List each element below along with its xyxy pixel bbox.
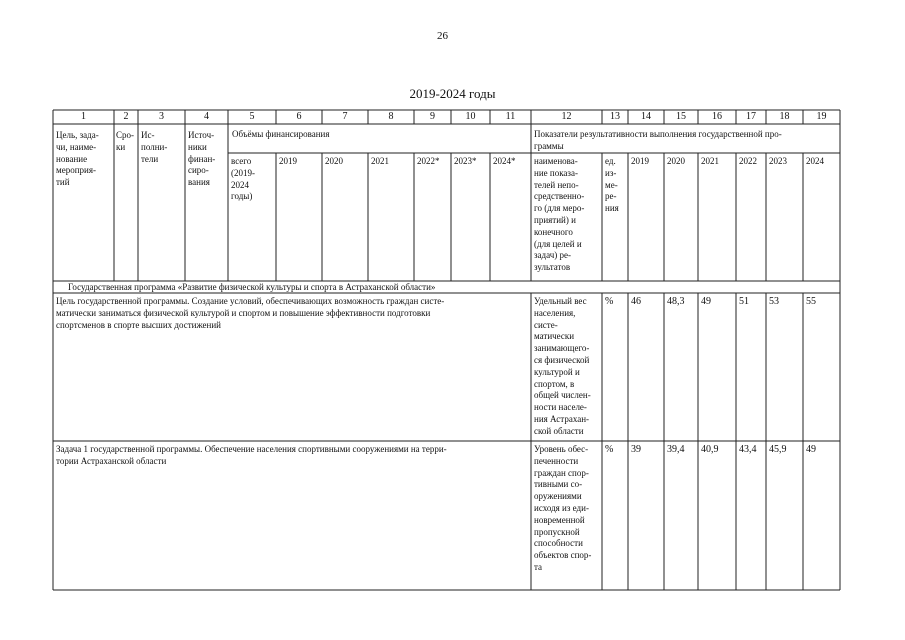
header-indicator-name: наименова- ние показа- телей непо- средственно- го (для меро- приятий) и конечного (для целей и задач) ре- зультатов [534,156,585,273]
row-task1-2022: 43,4 [739,444,757,455]
header-2023: 2023* [454,156,477,166]
header-ind-2021: 2021 [701,156,719,166]
header-executors: Ис- полни- тели [141,130,168,164]
row-task1-2021: 40,9 [701,444,719,455]
header-terms: Сро- ки [116,130,134,152]
row-goal-text: Цель государственной программы. Создание условий, обеспечивающих возможность граждан систе- матически заниматься физической культурой и спортом и повышение эффективности подготовки спортсменов в спорте высших достижений [56,296,445,330]
col-number-15: 15 [676,111,686,122]
row-task1-2024: 49 [806,444,816,455]
col-number-19: 19 [816,111,827,122]
col-number-2: 2 [123,111,129,122]
header-2022: 2022* [417,156,440,166]
header-ind-2023: 2023 [769,156,787,166]
program-title: Государственная программа «Развитие физической культуры и спорта в Астраханской области» [68,282,436,292]
header-ind-2022: 2022 [739,156,757,166]
col-number-17: 17 [746,111,756,122]
period-title: 2019-2024 годы [409,86,496,101]
row-goal-2024: 55 [806,296,816,307]
col-number-11: 11 [505,111,516,122]
col-number-6: 6 [296,111,302,122]
row-goal-2020: 48,3 [667,296,685,307]
header-total: всего (2019- 2024 годы) [231,156,255,202]
row-task1-2019: 39 [631,444,641,455]
header-2021: 2021 [371,156,389,166]
row-goal-2022: 51 [739,296,749,307]
col-number-4: 4 [204,111,209,122]
header-financing: Объёмы финансирования [232,129,330,139]
row-goal-2019: 46 [631,296,641,307]
header-2024: 2024* [493,156,516,166]
col-number-14: 14 [641,111,651,122]
col-number-10: 10 [465,111,476,122]
col-number-3: 3 [159,111,164,122]
col-number-12: 12 [561,111,572,122]
col-number-9: 9 [430,111,435,122]
col-number-16: 16 [712,111,722,122]
row-task1-text: Задача 1 государственной программы. Обеспечение населения спортивными сооружениями на терри- тории Астраханской области [56,444,447,466]
row-goal-2021: 49 [701,296,711,307]
header-sources: Источ- ники финан- сиро- вания [188,130,216,188]
col-number-7: 7 [342,111,348,122]
col-number-18: 18 [779,111,790,122]
row-task1-indicator: Уровень обес- печенности граждан спор- тивными со- оружениями исходя из еди- новременной пропускной способности объектов спор- та [534,444,592,572]
header-indicators: Показатели результативности выполнения государственной про- граммы [534,129,782,151]
page-number: 26 [437,30,448,42]
row-goal-indicator: Удельный вес населения, систе- матически занимающего- ся физической культурой и спортом, в общей числен- ности населе- ния Астрахан- ской области [534,296,591,436]
header-ind-2019: 2019 [631,156,649,166]
col-number-8: 8 [388,111,394,122]
header-2019: 2019 [279,156,297,166]
row-task1-2020: 39,4 [667,444,685,455]
col-number-1: 1 [81,111,86,122]
col-number-5: 5 [249,111,255,122]
header-goal: Цель, зада- чи, наиме- нование мероприя- тий [56,130,99,188]
col-number-13: 13 [610,111,620,122]
header-2020: 2020 [325,156,343,166]
row-task1-unit: % [605,444,614,455]
header-ind-2020: 2020 [667,156,685,166]
header-ind-2024: 2024 [806,156,824,166]
row-goal-2023: 53 [769,296,779,307]
header-unit: ед. из- ме- ре- ния [605,156,619,214]
row-task1-2023: 45,9 [769,444,787,455]
row-goal-unit: % [605,296,614,307]
